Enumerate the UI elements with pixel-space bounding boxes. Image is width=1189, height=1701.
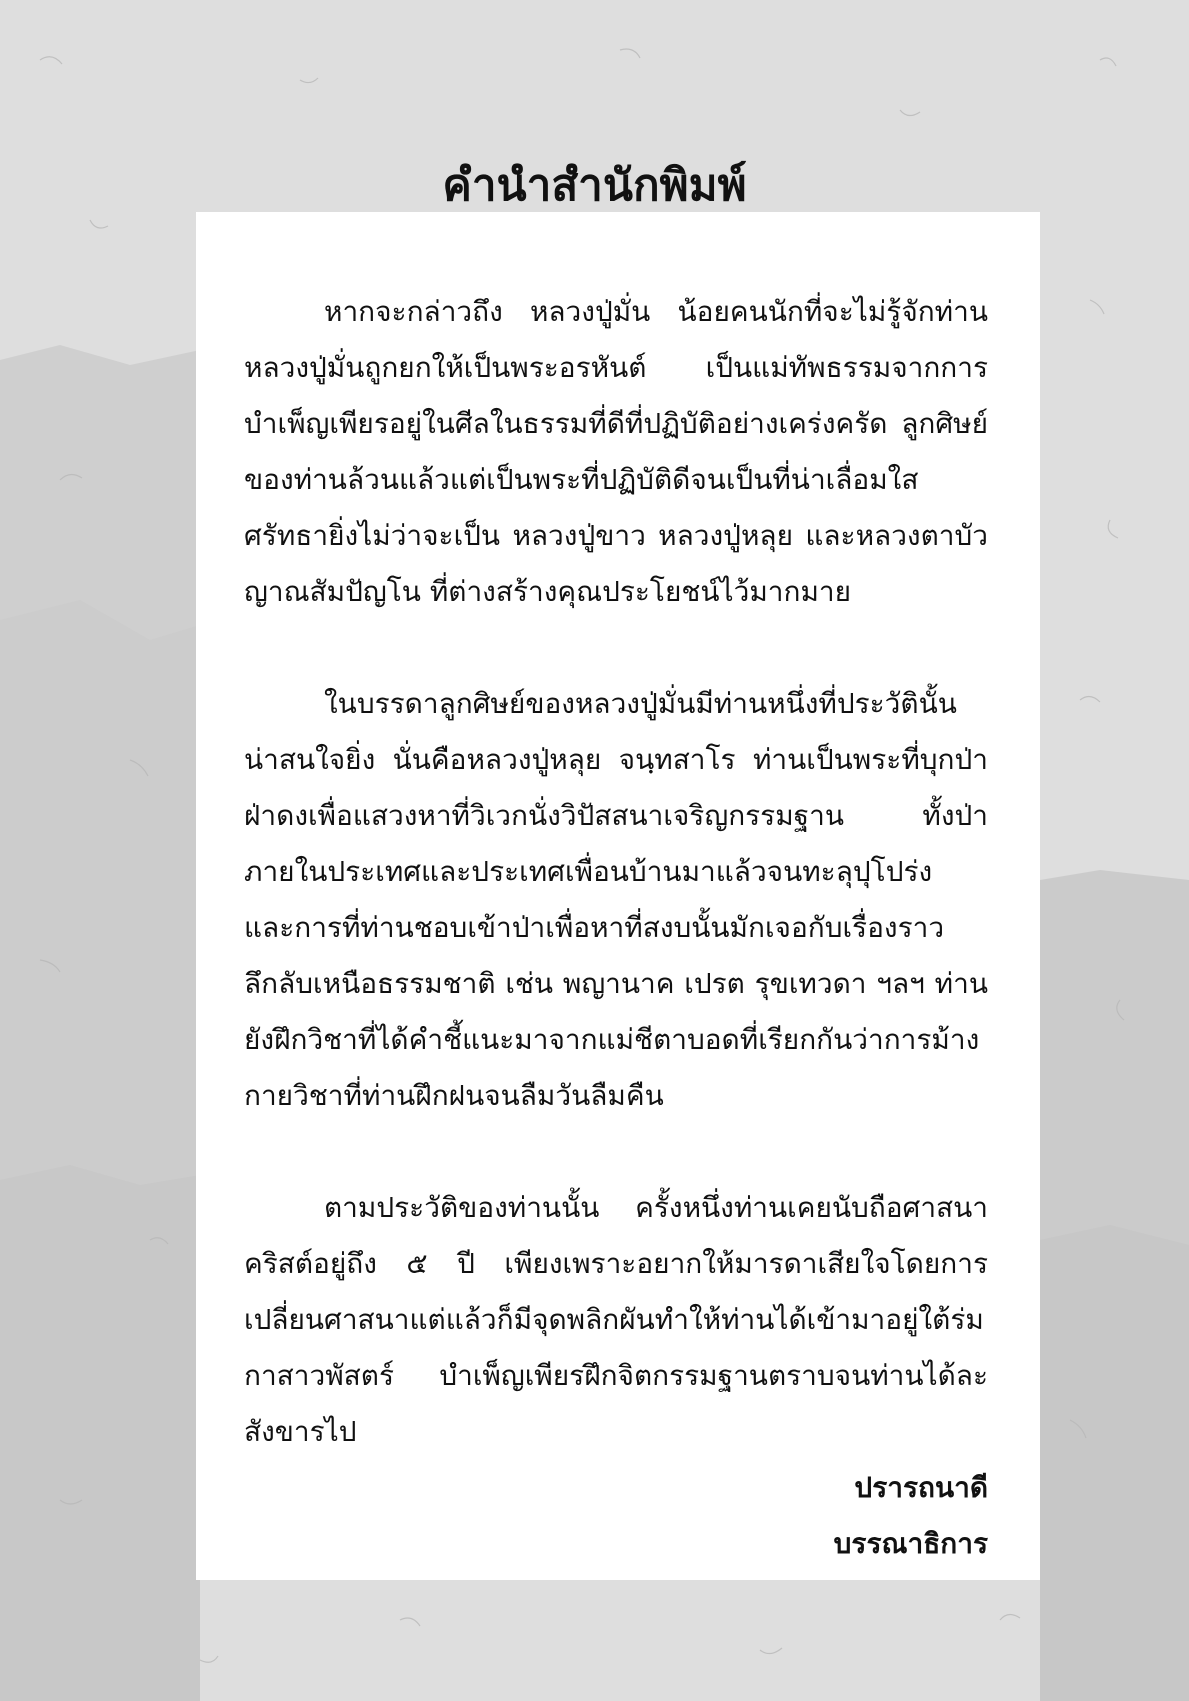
closing-text: ปรารถนาดี: [854, 1471, 988, 1504]
paragraph-1: หากจะกล่าวถึง หลวงปู่มั่น น้อยคนนักที่จะไม่รู้จักท่าน หลวงปู่มั่นถูกยกให้เป็นพระอรหันต์ เป็นแม่ทัพธรรมจากการบำเพ็ญเพียรอยู่ในศีลในธรรมที่ดีที่ปฏิบัติอย่างเคร่งครัด ลูกศิษย์ของท่านล้วนแล้วแต่เป็นพระที่ปฏิบัติดีจนเป็นที่น่าเลื่อมใสศรัทธายิ่งไม่ว่าจะเป็น หลวงปู่ขาว หลวงปู่หลุย และหลวงตาบัว ญาณสัมปัญโน ที่ต่างสร้างคุณประโยชน์ไว้มากมาย: [244, 295, 988, 608]
paragraph-2: ในบรรดาลูกศิษย์ของหลวงปู่มั่นมีท่านหนึ่งที่ประวัตินั้นน่าสนใจยิ่ง นั่นคือหลวงปู่หลุย จนฺทสาโร ท่านเป็นพระที่บุกป่าฝ่าดงเพื่อแสวงหาที่วิเวกนั่งวิปัสสนาเจริญกรรมฐาน ทั้งป่าภายในประเทศและประเทศเพื่อนบ้านมาแล้วจนทะลุปุโปร่ง และการที่ท่านชอบเข้าป่าเพื่อหาที่สงบนั้นมักเจอกับเรื่องราวลึกลับเหนือธรรมชาติ เช่น พญานาค เปรต รุขเทวดา ฯลฯ ท่านยังฝึกวิชาที่ได้คำชี้แนะมาจากแม่ชีตาบอดที่เรียกกันว่าการม้างกายวิชาที่ท่านฝึกฝนจนลืมวันลืมคืน: [244, 687, 988, 1112]
paragraph-3: ตามประวัติของท่านนั้น ครั้งหนึ่งท่านเคยนับถือศาสนาคริสต์อยู่ถึง ๕ ปี เพียงเพราะอยากให้มารดาเสียใจโดยการเปลี่ยนศาสนาแต่แล้วก็มีจุดพลิกผันทำให้ท่านได้เข้ามาอยู่ใต้ร่มกาสาวพัสตร์ บำเพ็ญเพียรฝึกจิตกรรมฐานตราบจนท่านได้ละสังขารไป: [244, 1191, 988, 1448]
text-card: [196, 212, 1040, 1580]
paragraph-spacer: [244, 620, 988, 676]
signature-text: บรรณาธิการ: [833, 1527, 988, 1560]
paragraph-spacer: [244, 1124, 988, 1180]
page-title: คำนำสำนักพิมพ์: [442, 160, 747, 211]
